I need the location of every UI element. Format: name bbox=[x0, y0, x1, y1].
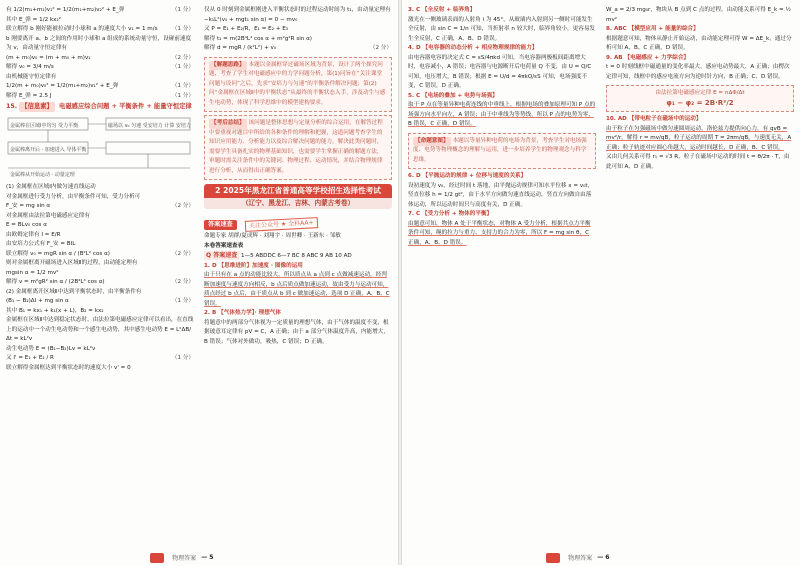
text-line: 联立解得 b 刚好能被拉动时小球和 a 的速度大小 v₁ = 1 m/s （1 分） bbox=[6, 25, 194, 35]
answer-key: Q 答案速查 1—5 ABDDC 6—7 BC 8 ABC 9 AB 10 AD bbox=[204, 251, 392, 262]
question-7-body: 由题意可知，物体 A 处于平衡状态，对物体 A 受力分析，根据共点力平衡条件可知，绳的拉力与重力、支持力的合力为零，所以 F = mg sin θ，C 正确，A、B、D 错误。 bbox=[408, 220, 596, 249]
answer-key-title: 本卷答案速查表 bbox=[204, 242, 392, 252]
footer-label: 物理答案 bbox=[568, 555, 592, 562]
text-line: 由机械能守恒定律有 bbox=[6, 73, 194, 83]
note-tag: 【考后总结】 bbox=[209, 119, 247, 129]
exam-banner bbox=[204, 184, 392, 209]
equation: 1/2(m + m₀)v₀² = 1/2(m₁+m₂)v₁² + E_弹 （1 分） bbox=[6, 82, 194, 92]
equation: 其中 B₁ = kx₁ + k₁(x + L)，B₂ = kx₂ bbox=[6, 307, 194, 317]
book-spine bbox=[398, 0, 402, 565]
solution-note-box bbox=[204, 57, 392, 113]
exam-title: 2 2025年黑龙江省普通高等学校招生选择性考试 bbox=[204, 184, 392, 198]
text-line: (2) 金属框离开区域Ⅱ中达到平衡状态时，由平衡条件有 bbox=[6, 288, 194, 298]
page-number: — 6 bbox=[597, 554, 609, 561]
answer-column-3 bbox=[408, 6, 596, 543]
question-7: 7. C 【受力分析 + 物体的平衡】 bbox=[408, 210, 596, 220]
diagram-label: 金属棒在区域Ⅰ中均匀 受力平衡 bbox=[10, 122, 78, 129]
question-10: 10. AD 【带电粒子在磁场中的运动】 bbox=[606, 115, 794, 125]
text-line: W_a = 2/3 mg₀r，物块从 B 点到 C 点的过程，由动能关系可得 E_k = ½ mv² bbox=[606, 6, 794, 25]
question-10-more: 又由几何关系可得 r₁ = √3 R，粒子在磁场中运动的时间 t = θ/2π · T，由此可知 A、D 正确。 bbox=[606, 153, 794, 172]
question-3-body: 激光在一侧玻璃表面的入射角 i 为 45°，从玻璃内入射到另一侧时可能发生全反射，由 sin C = 1/n 可知，当折射率 n 较大时，临界角较小，更容易发生全反射，C 正确，A、B、D 错误。 bbox=[408, 16, 596, 45]
text-line: 仅从 0 时刻到金属框刚进入平衡状态时的过程运动时间为 t₁，由动量定理有 bbox=[204, 6, 392, 16]
question-9-body: t = 0 时刻线框中磁通量的变化率最大，感应电动势最大，A 正确；由楞次定律可知，线框中的感应电流方向为逆时针方向，B 正确；C、D 错误。 bbox=[606, 63, 794, 82]
question-5: 5. C 【电场的叠加 + 电势与场强】 bbox=[408, 92, 596, 102]
diagram-label: 金属棒离开后 · 加速进入 导体平衡 bbox=[10, 146, 86, 153]
text-line: 对金属框由法拉第电磁感应定律有 bbox=[6, 212, 194, 222]
formula-box bbox=[606, 85, 794, 112]
footer-label: 物理答案 bbox=[172, 555, 196, 562]
note-text: 【解题思路】 本题以金属框穿过磁场区域为背景，设计了两个探究问题，考查了学生对电磁感应中的力学问题分析，第(1)问旨在“关注课堂问题与设问”之后，先求“安培力与匀速”的平衡条件解决问题；第(2)问“金属框在区域Ⅱ中的平衡状态”从最终的平衡状态入手，涉及动生与感生电动势，体现了科学思维中的模型建构要求。 bbox=[209, 61, 387, 109]
equation: 由欧姆定律有 I = E/R bbox=[6, 231, 194, 241]
equation: 又 I' = E₁ + E₂ / R （1 分） bbox=[6, 354, 194, 364]
question-2-body: 将题意中的两部分气体视为一定质量的理想气体，由于气体的温度不变，根据玻意耳定律有 pV = C，A 正确；由于 a 部分气体温度升高，内能增大，B 错误；气体对外做功，吸热，C 错误；D 正确。 bbox=[204, 319, 392, 348]
formula: φ₁ − φ₂ = 2B·R²/2 bbox=[611, 99, 789, 109]
equation: 由安培力公式有 F_安 = BIL bbox=[6, 240, 194, 250]
question-4-body: 由电容器电容的决定式 C = εS/4πkd 可知，当电容器两极板间距离增大时，电容减小，A 错误；电容器与电源断开后电荷量 Q 不变，由 U = Q/C 可知，电压增大，B 错误；根据 E = U/d = 4πkQ/εS 可知，电场强度不变，C 错误，D 正确。 bbox=[408, 54, 596, 92]
answer-badge: 答案速查 bbox=[204, 220, 237, 230]
text-line: 联立解得金属框达到平衡状态时的速度大小 v' = 0 bbox=[6, 364, 194, 374]
equation: 联立解得 v₀ = mgR sin α / (B²L² cos α) （2 分） bbox=[6, 250, 194, 260]
equation: 解得 t₁ = m(2B⁴L⁴ cos α + m²g²R sin α) bbox=[204, 35, 392, 45]
note-text: 【考后总结】 该问题是整体思想与定量分析的综合运用，在解答过程中要重视对题目中所给的各种条件的理解和把握，这道问题考查学生的知识应用能力、分析能力以及综合解决问题的能力，解决此类问题时，需要学生具备扎实的物理基础知识，也需要学生掌握正确的解题方法，审题时需关注条件中的关键词、物理过程、运动情况，并结合物理规律进行分析，从而得出正确答案。 bbox=[209, 119, 387, 176]
equation: 解得 d = mgR / (k²L²) + v₀ （2 分） bbox=[204, 44, 392, 54]
note-text: 【命题意图】 本题以等量异种电荷的电场为背景，考查学生对电场强度、电势等物理概念的理解与运用，进一步培养学生的物理观念与科学思维。 bbox=[413, 137, 591, 166]
intent-note-box bbox=[408, 133, 596, 170]
watermark-stamp: 关注公众号 ★ 全科AA+ bbox=[245, 217, 318, 232]
equation: 解得 v₀ = 3/4 m/s （1 分） bbox=[6, 63, 194, 73]
answer-column-4 bbox=[606, 6, 794, 543]
equation: 解得 E_弹 = 2.5 J （1 分） bbox=[6, 92, 194, 102]
publisher-logo-icon bbox=[546, 553, 560, 563]
text-line: b 刚要离开 a、b 之间的作用时小球和 a 组成的系统动量守恒，设碰前速度为 v，由动量守恒定律有 bbox=[6, 35, 194, 54]
equation: 动生电动势 E = (B₁−B₂)Lv = kL²v bbox=[6, 345, 194, 355]
text-line: 则对金属框离开磁场进入区域Ⅱ的过程，由动能定理有 bbox=[6, 259, 194, 269]
page-number: — 5 bbox=[201, 554, 213, 561]
question-1: 1. D 【思维进阶】加速度 · 图像的运用 bbox=[204, 262, 392, 272]
equation: mgsin α = 1/2 mv² bbox=[6, 269, 194, 279]
question-2: 2. B 【气体热力学】· 理想气体 bbox=[204, 309, 392, 319]
summary-note-box bbox=[204, 115, 392, 180]
answer-column-1 bbox=[6, 6, 194, 543]
diagram-label: 金属棒从开始运动 · 动量定理 bbox=[10, 171, 75, 178]
author-line: 命题专家 胡群/夏成辉 · 刘翔宇 · 周世卿 · 王新东 · 邹敏 bbox=[204, 232, 392, 242]
question-1-body: 由于只有在 a 点的动能比较大，所以质点从 a 点到 c 点做减速运动，经判断加速度与速度方向相反，b 点后质点做加速运动，故由受力与运动可知，质点经过 b 点后，由于质点从 b 到 c 做加速运动，选项 D 正确，A、B、C 错误。 bbox=[204, 271, 392, 309]
formula-label: 由法拉第电磁感应定律 E = nΔΦ/Δt bbox=[611, 89, 789, 99]
left-footer bbox=[150, 547, 330, 561]
diagram-label: 磁场以 v₀ 匀速 受安培力 计算 安培力 bbox=[108, 122, 191, 129]
question-10-body: 由于粒子在匀强磁场中做匀速圆周运动，洛伦兹力提供向心力，有 qvB = mv²/r，解得 r = mv/qB，粒子运动的周期 T = 2πm/qB，与速度无关，A 正确；粒子轨迹对应圆心角越大，运动时间越长，D 正确，B、C 错误。 bbox=[606, 125, 794, 154]
note-tag: 【解题思路】 bbox=[209, 61, 247, 71]
equation: 解得 v = m²gR² sin α / (2B⁴L⁴ cos α) （2 分） bbox=[6, 278, 194, 288]
question-15-heading: 15. 【信息素】 电磁感应综合问题 + 平衡条件 + 能量守恒定律 bbox=[6, 102, 194, 112]
solution-flow-diagram bbox=[6, 114, 194, 180]
question-3: 3. C 【全反射 + 临界角】 bbox=[408, 6, 596, 16]
equation: E = BLv₀ cos α bbox=[6, 221, 194, 231]
text-line: 金属框在区域Ⅱ中达到稳定状态时，由法拉第电磁感应定律可以看出，在直线上的运动中一个动生电动势和一个感生电动势，其中感生电动势 E = L²ΔB/Δt = kL²v bbox=[6, 316, 194, 345]
answer-column-2 bbox=[204, 6, 392, 543]
question-6: 6. D 【平抛运动的规律 + 位移与速度的关系】 bbox=[408, 172, 596, 182]
question-6-body: 设初速度为 v₀，经过时间 t 落地，由平抛运动规律可知水平位移 x = v₀t，竖直位移 h = 1/2 gt²，由于水平方向做匀速直线运动，竖直方向做自由落体运动，所以运动时间只与高度有关，D 正确。 bbox=[408, 182, 596, 211]
text-line: 对金属框进行受力分析，由平衡条件可知，受力分析可 bbox=[6, 193, 194, 203]
question-8: 8. ABC 【模型应用 + 能量的综合】 bbox=[606, 25, 794, 35]
equation: −k₁L²(v₀ + mgt₁ sin α) = 0 − mv₀ bbox=[204, 16, 392, 26]
question-8-body: 根据题意可知，物体从静止开始运动，由动能定理可得 W = ΔE_k，通过分析可知 A、B、C 正确，D 错误。 bbox=[606, 35, 794, 54]
text-line: (1) 金属框在区域Ⅰ内做匀速直线运动 bbox=[6, 183, 194, 193]
equation: 又 P = E₁ + E₂/R，E₁ = E₂ + E₃ bbox=[204, 25, 392, 35]
right-footer bbox=[546, 547, 726, 561]
question-9: 9. AB 【电磁感应 + 力学综合】 bbox=[606, 54, 794, 64]
equation: (B₁ − B₂)ΔI + mg sin α （1 分） bbox=[6, 297, 194, 307]
note-tag: 【命题意图】 bbox=[413, 137, 451, 147]
question-4: 4. D 【电容器的动态分析 + 相应物理规律的能力】 bbox=[408, 44, 596, 54]
text-line: 其中 E_弹 = 1/2 kx₂² bbox=[6, 16, 194, 26]
exam-subtitle: （辽宁、黑龙江、吉林、内蒙古考卷） bbox=[204, 198, 392, 209]
publisher-logo-icon bbox=[150, 553, 164, 563]
question-5-body: 取于 P 点在等量异种电荷连线的中垂线上，根据电场的叠加原理可知 P 点的场强方向水平向左，A 错误；由于中垂线为等势线，所以 P 点的电势为零，B 错误，C 正确，D 错误。 bbox=[408, 101, 596, 130]
equation: (m + m₀)v₀ = (m + m₀ + m)v₁ （2 分） bbox=[6, 54, 194, 64]
flow-diagram-svg bbox=[6, 114, 194, 180]
text-line: 有 1/2(m₁+m₂)v₁² = 1/2(m₁+m₂)v₂² + E_弹 （1 分） bbox=[6, 6, 194, 16]
answer-badge-row bbox=[204, 211, 392, 232]
equation: F_安 = mg sin α （2 分） bbox=[6, 202, 194, 212]
